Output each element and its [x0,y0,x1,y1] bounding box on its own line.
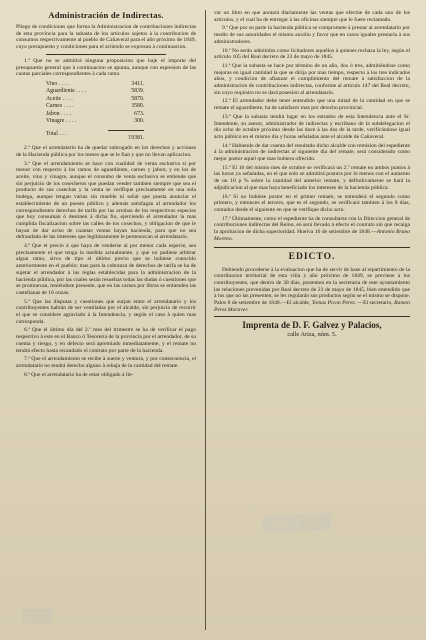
clause-17-text: 17.ª Últimamente, como el espediente ha de consultarse con la Direccion general de contribuciones indirectas del Reino, en será llevado à efecto el contrato sin que recaiga la aprobacion de dicha superioridad. Huelva 16 de setiembre de 1848.— [214,215,410,236]
edicto-body: Debiendo procederse à la evaluacion que ha de servir de base al repartimiento de la contribucion territorial de esta villa y año próximo de 1849, se previene à los contribuyentes, que dentro de 30 dias, presenten en la secretaría de este ayuntamiento las relaciones prevenidas por Real decreto de 23 de mayo de 1845, bien entendido que à los que no las presenten, se les regularán sus productos según se el mismo se dispone. Palos 8 de setiembre de 1848.—El alcalde, [214,266,410,307]
clause-10: 10.ª No serán admitidos como licitadores aquellos à quienes rechaza la ley, según el artículo 105 del Real decreto de 23 de mayo de 1845. [214,47,410,61]
intro-paragraph: Pliego de condiciones que forma la Administracion de contribuciones indirectas de esta provincia para la subasta de los articulos sujetos à la contribucion de consumos respectivamente al pueblo de Cañaveral para el año próximo de 1849, cuyo presupuesto y condiciones para el arriendo se expresan à continuacion. [16,24,196,51]
clause-13: 13.ª Que la subasta tendrá lugar en los estrados de esta Intendencia ante el Sr. Intendente, su asesor, administrador de indirectas y escribano de la subdelegacion el dia ocho de octubre próximo desde las doce à las dos de la tarde, verificándose igual acto público en el mismo dia y horas señaladas ante el alcalde de Cañaveral. [214,113,410,140]
clause-11: 11.ª Que la subasta se hace por término de un año, dos ó tres, admitiéndose como mejoras en igual cantidad la que se dirija por mas tiempo, respecto à los tres indicados años, y condicion de afianzar el cumplimiento del remate à satisfaccion de la administracion de contribuciones indirectas, conforme al artículo 147 del Real decreto, sin cuyo requisito no se dará posesion al arrendatario. [214,62,410,96]
total-label: Total . . . [46,131,67,138]
clause-8-continued: var un libro en que anotará diariamente las ventas que efectúe de cada uno de los artículos, y el cual ha de entregar à las oficinas siempre que le fuere reclamado. [214,10,410,23]
quota-item: Vinagre . . . . [46,117,76,124]
clause-3: 3.ª Que el arrendamiento se hace con cualidad de venta esclusiva si por menor con respecto à los ramos de aguardiente, carnes y jabon; y en los de aceite, vino y vinagre, aunque el consumo de venta esclusiva se entiende que sin perjuicio de los cosecheros que puedan vender tambien siempre que sea el producto de sus cosechas y la venta se verifique precisamente en una sola bodega, aunque tengan varias sin mueble ni señal que pueda anunciar el establecimiento de un puesto público y además satisfagan al arrendador los correspondientes derechos de tarifa por las arrobas de los respectivos especies que hoy consuman ó destinen à dicha fin, ejerciendo el arrendador la mas cumplida fiscalizacion sobre las calles de los cosechos, y obligacion de que le hayan de dar aviso de cuantas ventas hayan hacienda, para que no sea defraudado de las intereses que legítimamente le pertenezcan al arrendatario. [16,160,196,241]
divider-rule [46,54,166,55]
quota-row [44,81,146,88]
clause-6: 6.ª Que el último dia del 2.º mes del trimestre se ha de verificar el pago respectivo à este en el Banco ó Tesorería de la provincia por el arrendador, de su cuenta y riesgo, y en defecto será apremiado inmediatamente, y el remate no tendrá efecto hasta recaudado el contrato por parte de la hacienda. [16,327,196,354]
quota-amount: 673. [134,110,145,117]
quota-amount: 3580. [131,103,145,110]
clause-2: 2.ª Que el arrendatario ha de quedar subrogado en los derechos y acciones de la Hacienda pública por los meses que se le fian y que no llevan aplicacion. [16,145,196,158]
quota-row [44,88,146,95]
quota-amount: 5870. [131,95,145,102]
section-title: Administración de Indirectas. [48,10,164,20]
column-divider [205,10,206,630]
divider-rule [214,247,410,248]
signature-moreno: Antonio Bruno Moreno. [214,229,410,242]
quota-row [44,118,146,125]
clause-4: 4.ª Que el precio à que haya de venderse al por menor cada especie, sea precisamente el que tenga la medida actualmente, y que no pudiese arbitrar algun ramo, sirva de tipo el último precio que se hubiese conocido anteriormente en el pueblo; mas para la cobranza de derechos de tarifa se ha de sujetar el arrendador à las reglas establecidas para la administracion de la hacienda pública, por las cuales serán resueltas todas las dudas ó cuestiones que se promuevan, teniéndose presente, que en las carnes por libras se entienden las castellanas de 16 onzas. [16,243,196,296]
printer-address: calle Ariza, núm. 5. [287,330,337,338]
printer-name: Imprenta de D. F. Galvez y Palacios, [214,316,410,331]
edicto-title: EDICTO. [288,251,336,262]
quota-amount: 3411. [131,80,145,87]
library-watermark: ▒▒▒▒▒▒ [261,512,333,533]
clause-7: 7.ª Que el arrendamiento se recibe à suerte y ventura, y por consecuencia, el arrendatario no tendrá derecho alguno à rebaja de la cantidad del remate. [16,356,196,369]
quota-item: Aguardiente . . . . [46,88,87,95]
quota-row [44,96,146,103]
clause-16: 16.ª Si no hubiese postor en el primer remate, se entenderá el segundo como primero, y entonces el tercero, que es el segundo, se verificará tambien à los 8 dias, contados desde el siguiente en que se verifique dicho acto. [214,193,410,213]
total-amount: 19381. [88,125,146,142]
clause-1: 1.ª Que no se admitirá ninguna proposicion que baje el importe del presupuesto general que à continuacion se apunta, aunque con espresion de las cuotas parciales correspondientes à cada ramo. [16,57,196,78]
quota-row [44,103,146,110]
right-column [214,10,410,339]
quota-item: Jabon . . . . [46,110,72,117]
quota-total-row [44,125,146,142]
library-watermark: ▒▒▒ [22,606,52,622]
left-column [16,10,196,380]
clause-9: 9.ª Que por su parte la hacienda pública se compromete à prestar al arrendatario por medio de sus autoridades el mismo auxilio y favor que en casos iguales prestaría à sus administradores. [214,25,410,45]
quota-item: Carnes . . . . [46,103,74,110]
clause-5: 5.ª Que las disputas y cuestiones que surjan entre el arrendatario y los contribuyentes habrán de ser ventiladas por el alcalde, sin perjuicio de recurrir el que se considere agraviado à la Intendencia, y según el caso à quien mas corresponda. [16,298,196,325]
signature-picon: Tomas Picon Perez. [311,300,357,307]
quota-amount: 5839. [131,88,145,95]
quota-row [44,111,146,118]
clause-12: 12.ª El arrendador debe tener entendido que una mitad de la cantidad en que se remate el aguardiente, ha de satisfacer mas por derecho provincial. [214,98,410,112]
quota-table [44,81,146,142]
clause-17 [214,216,410,243]
clause-15: 15.ª El 16 del mismo mes de octubre se verificará un 2.º remate en ambos puntos à las horas ya señaladas, en el que solo se admitirá postura por lo menos con el aumento de un 10 p % sobre la cantidad del anterior remate, y definitivamente se hará la adjudicacion al que mas haya beneficiado los intereses de la hacienda pública. [214,164,410,191]
signature-perez: Ramon Perez Maraver. [214,300,410,313]
secretary-prefix: —El secretario, [357,300,393,307]
clause-8: 8.ª Que el arrendatario ha de estar obligado à lle- [24,371,134,378]
quota-amount: 300. [134,117,145,124]
quota-item: Aceite . . . . [46,95,73,102]
edicto-text [214,267,410,314]
clause-14: 14.ª Habiendo de dar cuenta del resultado dicho alcalde con remision del espediente à la administracion de indirectas al siguiente dia del remate, será considerado como mejor postor aquel que mas hubiera ofrecido. [214,142,410,163]
quota-item: Vino . . . . [46,80,69,87]
